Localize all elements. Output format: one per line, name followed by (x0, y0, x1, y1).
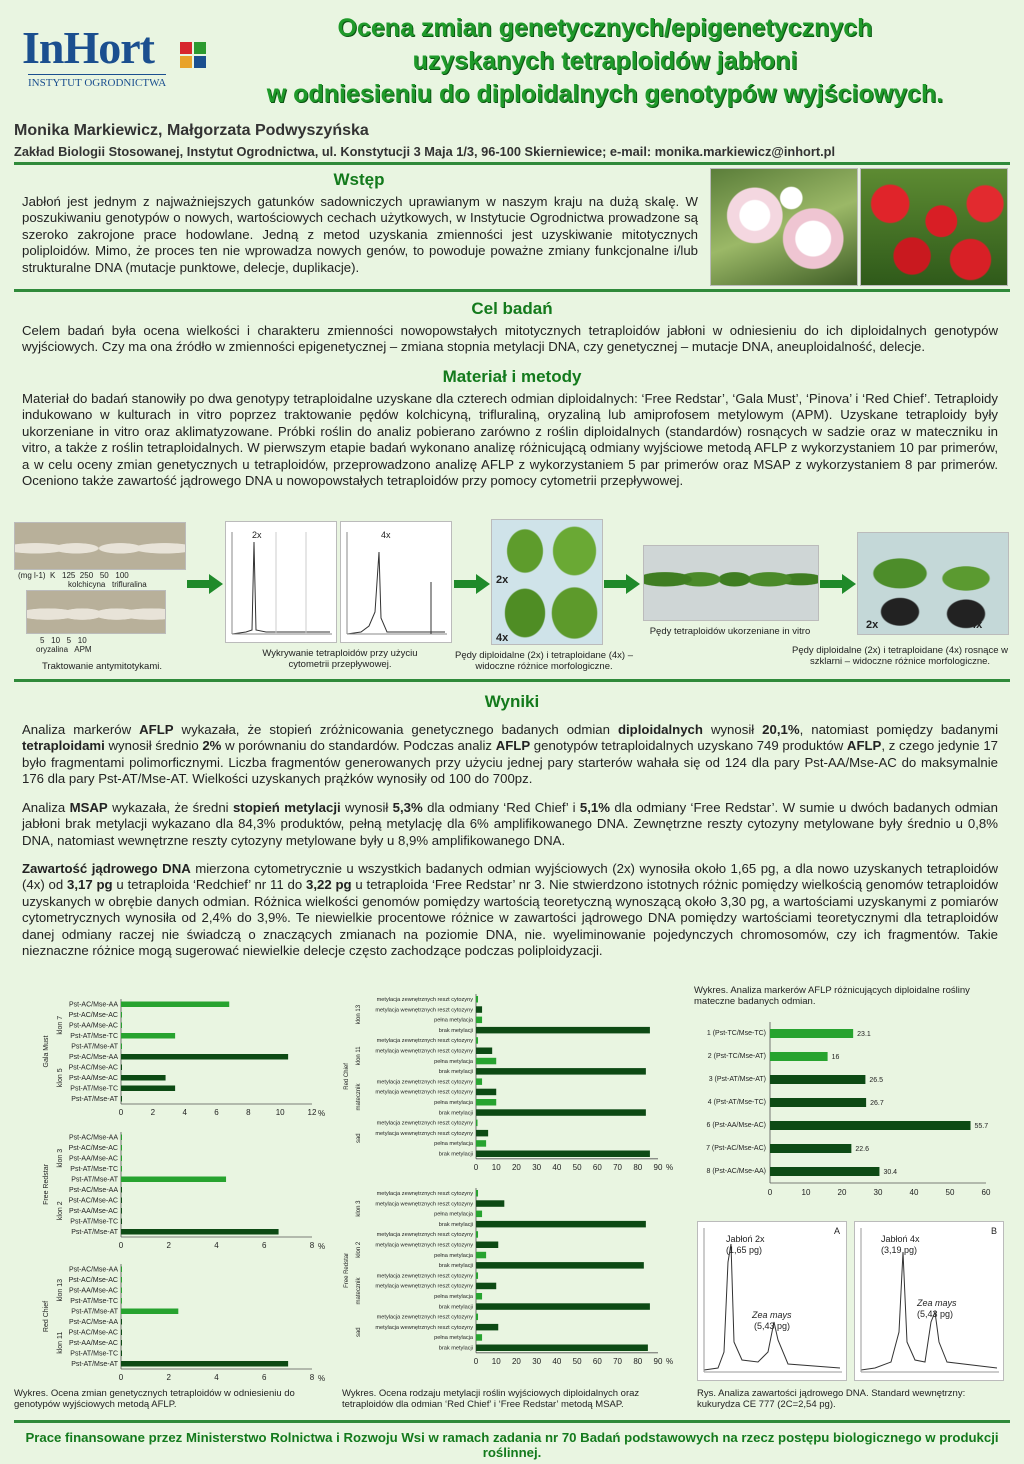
zea-value-a: (5,43 pg) (754, 1321, 791, 1331)
category-label: pełna metylacja (434, 1294, 473, 1300)
apple-4x-label: Jabłoń 4x (881, 1234, 920, 1244)
dose-labels-2: 5 10 5 10 (40, 636, 87, 645)
tick-label: 10 (491, 1162, 501, 1172)
bar (476, 1140, 486, 1147)
category-label: Pst-AT/Mse-AT (71, 1043, 118, 1051)
category-label: Pst-AC/Mse-AA (68, 1187, 118, 1194)
category-label: Pst-AA/Mse-AC (68, 1208, 118, 1215)
group-label: klon 5 (57, 1068, 64, 1088)
bar (121, 1187, 122, 1193)
logo-squares (180, 42, 206, 68)
category-label: 3 (Pst-AT/Mse-AT) (708, 1076, 766, 1083)
category-label: Pst-AT/Mse-AT (71, 1229, 118, 1236)
category-label: pełna metylacja (434, 1211, 473, 1218)
category-label: Pst-AT/Mse-AT (71, 1096, 118, 1103)
tick-label: 80 (633, 1356, 643, 1366)
category-label: Pst-AA/Mse-AC (68, 1075, 118, 1082)
tick-label: 0 (118, 1241, 124, 1250)
bar (770, 1167, 879, 1176)
bar (476, 1221, 646, 1228)
category-label: Pst-AA/Mse-AC (68, 1155, 118, 1163)
bar (476, 1037, 478, 1044)
bar (121, 1166, 122, 1172)
data-label: 26.5 (869, 1077, 884, 1084)
apple-2x-label: Jabłoń 2x (726, 1234, 765, 1244)
bar (476, 1151, 650, 1158)
markers-chart (694, 1012, 1006, 1208)
category-label: Pst-AT/Mse-TC (70, 1085, 118, 1093)
intro-text: Jabłoń jest jednym z najważniejszych gatunków sadowniczych uprawianym w naszym kraju na dużą skalę. W poszukiwaniu genotypów o nowych, wartościowych cechach użytkowych, w Instytucie Ogrodnictwa prowadzone są szeroko zakrojone prace hodowlane. Jedną z metod uzyskania zmienności jest uzyskiwanie mitotycznych poliploidów. Mimo, że proces ten nie wprowadza nowych genów, to powoduje poważne zmiany funkcjonalne i/lub strukturalne DNA (mutacje punktowe, delecje, duplikacje). (22, 194, 698, 275)
tick-label: 40 (909, 1188, 919, 1197)
caption-greenhouse: Pędy diploidalne (2x) i tetraploidane (4x) rosnące w szklarni – widoczne różnice morfologiczne. (792, 645, 1008, 667)
bar (121, 1288, 122, 1294)
bar (121, 1229, 279, 1235)
unit-label: % (318, 1242, 326, 1251)
category-label: pełna metylacja (434, 1100, 473, 1106)
bar (770, 1052, 828, 1061)
category-label: 1 (Pst-TC/Mse-TC) (706, 1030, 766, 1037)
zea-label-b: Zea mays (917, 1298, 957, 1308)
tick-label: 8 (309, 1373, 315, 1382)
bar (770, 1029, 853, 1038)
tick-label: 0 (118, 1108, 124, 1117)
authors: Monika Markiewicz, Małgorzata Podwyszyńska (14, 122, 369, 139)
category-label: Pst-AA/Mse-AC (68, 1340, 118, 1347)
petri-dishes-photo-2 (26, 590, 166, 634)
bar (121, 1075, 166, 1081)
category-label: Pst-AT/Mse-TC (70, 1166, 118, 1173)
methods-text: Materiał do badań stanowiły po dwa genotypy tetraploidalne uzyskane dla czterech odmian diploidalnych: ‘Free Redstar’, ‘Gala Must’, ‘Pinova’ i ‘Red Chief’. Tetraploidy indukowano w kulturach in vitro poprzez traktowanie pędów kolchicyną, trifluraliną, oryzaliną lub amiprofosem metylowym (APM). Uzyskane tetraploidy były ukorzeniane in vitro oraz aklimatyzowane. Próbki roślin do analiz pobierano zarówno z roślin diploidalnych (standardów) rosnących w sadzie oraz w mateczniku in vitro, a także z roślin tetraploidalnych. W pierwszym etapie badań wykonano analizę różnicującą odmiany wyjściowe metodą AFLP z wykorzystaniem 10 par primerów, a w celu oceny zmian genetycznych u tetraploidów, przeprowadzono analizę AFLP z wykorzystaniem 5 par primerów oraz MSAP z wykorzystaniem 8 par primerów. Oceniono także zawartość jądrowego DNA u nowopowstałych tetraploidów przy pomocy cytometrii przepływowej. (22, 391, 998, 489)
category-label: Pst-AT/Mse-AT (71, 1176, 118, 1184)
tick-label: 10 (275, 1108, 285, 1117)
tick-label: 50 (572, 1162, 582, 1172)
plant-label-4x: 4x (970, 619, 983, 631)
group-label: klon 11 (57, 1331, 64, 1354)
category-label: 2 (Pst-TC/Mse-AT) (707, 1053, 766, 1060)
aflp-chart-gala-must (26, 993, 326, 1125)
category-label: Pst-AC/Mse-AC (68, 1145, 118, 1152)
divider (14, 289, 1010, 292)
flow-histogram-4x (340, 521, 452, 643)
category-label: metylacja wewnętrznych reszt cytozyny (375, 1201, 473, 1208)
bar (770, 1144, 851, 1153)
bar (476, 1272, 478, 1279)
category-label: metylacja zewnętrznych reszt cytozyny (376, 1191, 473, 1197)
tick-label: 60 (592, 1356, 602, 1366)
category-label: brak metylacji (438, 1221, 473, 1228)
logo-subtitle: INSTYTUT OGRODNICTWA (28, 74, 166, 89)
plant-label-2x: 2x (866, 619, 879, 631)
category-label: Pst-AC/Mse-AA (68, 1266, 118, 1274)
bar (476, 1252, 486, 1259)
tick-label: 30 (532, 1356, 542, 1366)
shoot-label-2x: 2x (496, 574, 509, 586)
tick-label: 6 (214, 1108, 219, 1117)
logo (22, 24, 212, 94)
category-label: Pst-AC/Mse-AC (68, 1012, 118, 1019)
category-label: Pst-AT/Mse-TC (70, 1218, 118, 1226)
category-label: pełna metylacja (434, 1252, 473, 1259)
apple-flower-photo (710, 168, 858, 286)
bar (121, 1023, 122, 1029)
unit-label: % (318, 1109, 326, 1118)
tick-label: 2 (166, 1373, 171, 1382)
bar (476, 1324, 498, 1331)
bar (121, 1330, 122, 1336)
bar (770, 1075, 865, 1084)
zea-label-a: Zea mays (752, 1310, 792, 1320)
bar (476, 1058, 496, 1065)
flow-panel-a (697, 1221, 847, 1381)
category-label: metylacja zewnętrznych reszt cytozyny (376, 1038, 473, 1045)
tick-label: 10 (801, 1188, 811, 1197)
group-label: sad (356, 1327, 362, 1338)
category-label: pełna metylacja (434, 1141, 473, 1148)
arrow-icon (604, 574, 640, 594)
bar (476, 1283, 496, 1290)
category-label: Pst-AC/Mse-AC (68, 1064, 118, 1072)
tick-label: 8 (309, 1241, 315, 1250)
bar (476, 1027, 650, 1034)
tick-label: 20 (837, 1188, 847, 1197)
category-label: 4 (Pst-AT/Mse-TC) (707, 1099, 766, 1106)
category-label: metylacja zewnętrznych reszt cytozyny (376, 1120, 473, 1127)
data-label: 23.1 (857, 1031, 871, 1038)
bar (476, 1211, 482, 1218)
bar (476, 1314, 478, 1321)
dose-labels: (mg l-1) K 125 250 50 100 (18, 571, 129, 580)
category-label: metylacja wewnętrznych reszt cytozyny (375, 1324, 473, 1331)
dose-names: kolchicyna trifluralina (68, 580, 147, 589)
tick-label: 50 (572, 1356, 582, 1366)
category-label: metylacja zewnętrznych reszt cytozyny (376, 1314, 473, 1321)
group-label: klon 2 (356, 1241, 362, 1258)
group-label: klon 11 (356, 1046, 362, 1066)
greenhouse-plants-photo (857, 532, 1009, 635)
group-label: klon 2 (57, 1201, 64, 1221)
group-label: matecznik (356, 1277, 362, 1305)
category-label: pełna metylacja (434, 1335, 473, 1342)
category-label: Pst-AA/Mse-AC (68, 1287, 118, 1295)
caption-shoots: Pędy diploidalne (2x) i tetraploidane (4x) – widoczne różnice morfologiczne. (455, 650, 633, 672)
peak-label-4x: 4x (381, 530, 391, 540)
variety-label: Red Chief (43, 1300, 50, 1333)
divider (14, 679, 1010, 682)
caption-markers-chart: Wykres. Analiza markerów AFLP różnicujących diploidalne rośliny mateczne badanych odmian. (694, 985, 970, 1007)
tick-label: 4 (214, 1241, 219, 1250)
results-aflp: Analiza markerów AFLP wykazała, że stopień zróżnicowania genetycznego badanych odmian diploidalnych wynosił 20,1%, natomiast pomiędzy badanymi tetraploidami wynosił średnio 2% w porównaniu do standardów. Podczas analiz AFLP genotypów tetraploidalnych uzyskano 749 produktów AFLP, z czego jedynie 17 było fragmentami polimorficznymi. Liczba fragmentów generowanych przy użyciu jednej pary starterów wahała się od 124 dla pary Pst-AA/Mse-AC do maksymalnie 176 dla pary Pst-AT/Mse-AT. Wielkości uzyskanych prążków wynosiły od 100 do 700pz. (22, 722, 998, 787)
poster-title: Ocena zmian genetycznych/epigenetycznych uzyskanych tetraploidów jabłoni w odniesieniu do diploidalnych genotypów wyjściowych. (266, 14, 944, 108)
unit-label: % (666, 1162, 674, 1172)
bar (476, 1345, 648, 1352)
bar (121, 1065, 122, 1071)
bar (121, 1267, 122, 1273)
arrow-icon (454, 574, 490, 594)
category-label: metylacja wewnętrznych reszt cytozyny (375, 1283, 473, 1290)
unit-label: % (666, 1356, 674, 1366)
intro-heading: Wstęp (333, 170, 385, 189)
unit-label: % (318, 1374, 326, 1383)
bar (121, 1198, 122, 1204)
category-label: Pst-AT/Mse-AT (71, 1361, 118, 1368)
bar (476, 1242, 498, 1249)
arrow-icon (820, 574, 856, 594)
category-label: 7 (Pst-AC/Mse-AC) (706, 1145, 766, 1152)
tick-label: 8 (246, 1108, 251, 1117)
tick-label: 4 (182, 1108, 187, 1117)
bar (476, 1068, 646, 1075)
aim-text: Celem badań była ocena wielkości i charakteru zmienności nowopowstałych mitotycznych tetraploidów jabłoni w odniesieniu do ich diploidalnych genotypów wyjściowych. Czy ma ona źródło w zmienności epigenetycznej – zmiana stopnia metylacji DNA, czy genetycznej – mutacje DNA, aneuploidalność, delecje. (22, 323, 998, 355)
category-label: metylacja wewnętrznych reszt cytozyny (375, 1130, 473, 1137)
category-label: metylacja zewnętrznych reszt cytozyny (376, 1079, 473, 1086)
tick-label: 0 (118, 1373, 124, 1382)
category-label: Pst-AC/Mse-AA (68, 1001, 118, 1009)
bar (121, 1219, 122, 1225)
bar (121, 1135, 122, 1141)
bar (476, 1200, 504, 1207)
bar (121, 1054, 288, 1060)
group-label: klon 7 (57, 1015, 64, 1035)
category-label: Pst-AC/Mse-AC (68, 1277, 118, 1284)
footer-funding: Prace finansowane przez Ministerstwo Rolnictwa i Rozwoju Wsi w ramach zadania nr 70 Badań podstawowych na rzecz postępu biologicznego w produkcji roślinnej. (25, 1430, 999, 1460)
shoots-2x-4x-photo (491, 519, 603, 645)
tick-label: 40 (552, 1356, 562, 1366)
aflp-chart-free-redstar (26, 1126, 326, 1256)
aflp-chart-red-chief (26, 1258, 326, 1386)
tick-label: 4 (214, 1373, 219, 1382)
apple-2x-value: (1,65 pg) (726, 1245, 763, 1255)
category-label: Pst-AC/Mse-AA (68, 1054, 118, 1061)
bar (770, 1098, 866, 1107)
results-heading: Wyniki (484, 692, 540, 711)
category-label: brak metylacji (438, 1304, 473, 1311)
bar (121, 1177, 226, 1183)
dose-names-2: oryzalina APM (36, 645, 92, 654)
bar (121, 1340, 122, 1346)
category-label: Pst-AT/Mse-TC (70, 1350, 118, 1358)
bar (476, 996, 478, 1003)
tick-label: 0 (473, 1356, 479, 1366)
bar (476, 1078, 482, 1085)
petri-dishes-photo (14, 522, 186, 570)
group-label: matecznik (356, 1083, 362, 1111)
category-label: brak metylacji (438, 1345, 473, 1352)
bar (121, 1033, 175, 1039)
tick-label: 0 (473, 1162, 479, 1172)
msap-chart-red-chief (340, 990, 685, 1180)
tick-label: 0 (767, 1188, 773, 1197)
category-label: Pst-AC/Mse-AC (68, 1329, 118, 1337)
bar (121, 1277, 122, 1283)
zea-value-b: (5,43 pg) (917, 1309, 954, 1319)
bar (476, 1262, 644, 1269)
tick-label: 90 (653, 1356, 663, 1366)
bar (476, 1048, 492, 1055)
tick-label: 60 (981, 1188, 991, 1197)
caption-msap-chart: Wykres. Ocena rodzaju metylacji roślin wyjściowych diploidalnych oraz tetraploidów dla odmian ‘Red Chief’ i ‘Free Redstar’ metodą MSAP. (342, 1388, 640, 1410)
category-label: Pst-AT/Mse-TC (70, 1033, 118, 1040)
arrow-icon (187, 574, 223, 594)
peak-label-2x: 2x (252, 530, 262, 540)
rooted-shoots-photo (643, 545, 819, 621)
category-label: Pst-AT/Mse-AT (71, 1308, 118, 1316)
caption-aflp-chart: Wykres. Ocena zmian genetycznych tetraploidów w odniesieniu do genotypów wyjściowych metodą AFLP. (14, 1388, 295, 1410)
category-label: brak metylacji (438, 1110, 473, 1117)
category-label: 8 (Pst-AC/Mse-AA) (706, 1168, 766, 1175)
group-label: klon 13 (57, 1278, 64, 1302)
bar (121, 1319, 122, 1325)
group-label: klon 3 (356, 1200, 362, 1217)
tick-label: 80 (633, 1162, 643, 1172)
group-label: klon 3 (57, 1148, 64, 1168)
variety-label: Gala Must (43, 1035, 50, 1068)
category-label: Pst-AC/Mse-AA (68, 1134, 118, 1142)
category-label: metylacja zewnętrznych reszt cytozyny (376, 997, 473, 1003)
tick-label: 90 (653, 1162, 663, 1172)
tick-label: 2 (150, 1108, 156, 1117)
apple-4x-value: (3,19 pg) (881, 1245, 918, 1255)
category-label: brak metylacji (438, 1027, 473, 1034)
bar (121, 1351, 122, 1357)
tick-label: 20 (511, 1356, 521, 1366)
tick-label: 2 (166, 1241, 171, 1250)
data-label: 26.7 (870, 1100, 884, 1107)
category-label: brak metylacji (438, 1263, 473, 1270)
tick-label: 30 (532, 1162, 542, 1172)
tick-label: 12 (307, 1108, 317, 1117)
results-msap: Analiza MSAP wykazała, że średni stopień metylacji wynosił 5,3% dla odmiany ‘Red Chief’ i 5,1% dla odmiany ‘Free Redstar’. W sumie u dwóch badanych odmian jabłoni brak metylacji wykazano dla 84,3% produktów, pełną metylację dla 6% amplifikowanego DNA. Zewnętrzne reszty cytozyny metylowane były średnio u 0,8% DNA, natomiast wewnętrzne reszty cytozyny metylowane były u 8,9% amplifikowanego DNA. (22, 800, 998, 848)
data-label: 55.7 (974, 1123, 989, 1130)
divider (14, 1420, 1010, 1423)
bar (121, 1208, 122, 1214)
tick-label: 20 (511, 1162, 521, 1172)
bar (476, 1190, 478, 1197)
variety-label: Free Redstar (43, 1164, 50, 1205)
bar (121, 1044, 122, 1050)
red-apples-photo (860, 168, 1008, 286)
tick-label: 50 (945, 1188, 955, 1197)
flow-panel-b (854, 1221, 1004, 1381)
tick-label: 6 (262, 1373, 267, 1382)
logo-text: InHort (22, 22, 154, 73)
category-label: metylacja wewnętrznych reszt cytozyny (375, 1007, 473, 1014)
bar (476, 1017, 482, 1024)
category-label: 6 (Pst-AA/Mse-AC) (706, 1122, 766, 1129)
caption-dna: Rys. Analiza zawartości jądrowego DNA. Standard wewnętrzny: kukurydza CE 777 (2C=2,54 pg). (697, 1388, 966, 1410)
variety-label: Red Chief (344, 1063, 350, 1090)
bar (476, 1293, 482, 1300)
shoot-label-4x: 4x (496, 632, 509, 644)
category-label: brak metylacji (438, 1151, 473, 1158)
category-label: metylacja wewnętrznych reszt cytozyny (375, 1089, 473, 1096)
category-label: brak metylacji (438, 1069, 473, 1076)
tick-label: 30 (873, 1188, 883, 1197)
caption-rooted: Pędy tetraploidów ukorzeniane in vitro (649, 626, 811, 637)
tick-label: 60 (592, 1162, 602, 1172)
bar (476, 1130, 488, 1137)
category-label: metylacja wewnętrznych reszt cytozyny (375, 1242, 473, 1249)
tick-label: 6 (262, 1241, 267, 1250)
bar (121, 1002, 229, 1008)
bar (121, 1361, 288, 1367)
tick-label: 40 (552, 1162, 562, 1172)
bar (476, 1334, 482, 1341)
bar (476, 1099, 496, 1106)
category-label: pełna metylacja (434, 1017, 473, 1024)
bar (121, 1096, 122, 1102)
panel-tag-b: B (990, 1226, 997, 1236)
affiliation: Zakład Biologii Stosowanej, Instytut Ogrodnictwa, ul. Konstytucji 3 Maja 1/3, 96-100 Skierniewice; e-mail: monika.markiewicz@inhort.pl (14, 144, 836, 159)
caption-cytometry: Wykrywanie tetraploidów przy użyciu cytometrii przepływowej. (262, 648, 418, 670)
tick-label: 70 (613, 1162, 623, 1172)
tick-label: 70 (613, 1356, 623, 1366)
category-label: Pst-AT/Mse-TC (70, 1298, 118, 1305)
data-label: 22.6 (855, 1146, 869, 1153)
msap-chart-free-redstar (340, 1184, 685, 1379)
bar (476, 1303, 650, 1310)
flow-histogram-2x (225, 521, 337, 643)
methods-heading: Materiał i metody (442, 367, 582, 386)
group-label: sad (356, 1133, 362, 1144)
category-label: metylacja zewnętrznych reszt cytozyny (376, 1232, 473, 1239)
bar (476, 1089, 496, 1096)
divider (14, 162, 1010, 165)
category-label: metylacja wewnętrznych reszt cytozyny (375, 1048, 473, 1055)
category-label: Pst-AA/Mse-AC (68, 1022, 118, 1030)
bar (476, 1006, 482, 1013)
bar (121, 1309, 178, 1315)
bar (121, 1156, 122, 1162)
bar (476, 1231, 478, 1238)
category-label: Pst-AC/Mse-AA (68, 1319, 118, 1326)
data-label: 30.4 (883, 1169, 898, 1176)
bar (476, 1109, 646, 1116)
category-label: metylacja zewnętrznych reszt cytozyny (376, 1273, 473, 1280)
bar (121, 1298, 122, 1304)
variety-label: Free Redstar (344, 1252, 350, 1288)
aim-heading: Cel badań (471, 299, 553, 318)
bar (770, 1121, 971, 1130)
caption-treatment: Traktowanie antymitotykami. (41, 661, 163, 672)
tick-label: 10 (491, 1356, 501, 1366)
results-dna: Zawartość jądrowego DNA mierzona cytometrycznie u wszystkich badanych odmian wyjściowych (2x) wynosiła około 1,65 pg, a dla nowo uzyskanych tetraploidów (4x) od 3,17 pg u tetraploida ‘Redchief’ nr 11 do 3,22 pg u tetraploida ‘Free Redstar’ nr 3. Nie stwierdzono istotnych różnic pomiędzy wielkością genomów tetraploidów uzyskanych w obrębie danych odmian. Różnica wielkości genomów pomiędzy wartością teoretyczną wynoszącą około 3,30 pg, a wartościami uzyskanymi z pomiarów cytometrycznych wynosiła od 2,4% do 3,9%. Te niewielkie procentowe różnice w zawartości jądrowego DNA pomiędzy wartościami teoretycznymi dla tetraploidów danej odmiany raczej nie świadczą o znaczących zmianach na poziomie DNA, nie. wyeliminowanie pojedynczych chromosomów, czy ich fragmentów. Takie nieznaczne różnice mogą sugerować niewielkie delecje często zachodzące podczas poliploidyzacji. (22, 861, 998, 959)
panel-tag-a: A (833, 1226, 840, 1236)
bar (121, 1145, 122, 1151)
bar (121, 1012, 122, 1018)
category-label: pełna metylacja (434, 1058, 473, 1065)
data-label: 16 (831, 1054, 840, 1061)
bar (121, 1086, 175, 1092)
group-label: klon 13 (356, 1004, 362, 1025)
category-label: Pst-AC/Mse-AC (68, 1197, 118, 1205)
bar (476, 1120, 478, 1127)
